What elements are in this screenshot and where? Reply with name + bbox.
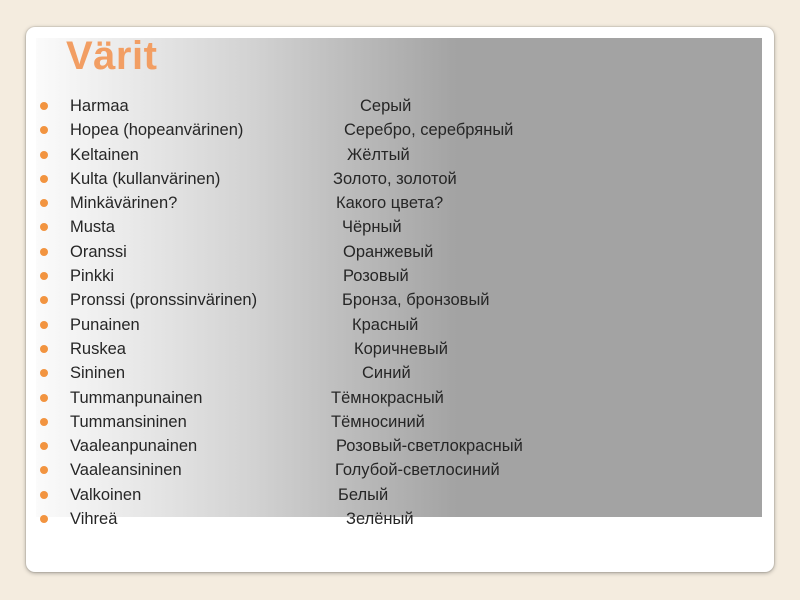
finnish-word: Minkävärinen?	[70, 194, 178, 213]
finnish-word: Oranssi	[70, 242, 127, 261]
finnish-word: Pronssi (pronssinvärinen)	[70, 291, 258, 310]
russian-word: Белый	[338, 485, 389, 504]
russian-word: Розовый-светлокрасный	[336, 437, 523, 456]
russian-word: Серебро, серебряный	[344, 121, 514, 140]
finnish-word: Vaaleansininen	[70, 461, 182, 480]
finnish-word: Harmaa	[70, 97, 129, 115]
russian-word: Чёрный	[342, 218, 402, 237]
russian-word: Золото, золотой	[333, 169, 457, 188]
finnish-word: Tummansininen	[70, 412, 187, 431]
russian-word: Оранжевый	[343, 242, 434, 261]
russian-word: Зелёный	[346, 510, 414, 529]
finnish-word: Hopea (hopeanvärinen)	[70, 121, 244, 140]
finnish-word: Sininen	[70, 364, 126, 383]
finnish-word: Musta	[70, 218, 115, 237]
finnish-word: Vihreä	[70, 510, 118, 529]
bullet-dot-icon	[40, 418, 48, 426]
finnish-word: Punainen	[70, 315, 140, 334]
russian-word: Тёмносиний	[331, 412, 425, 431]
russian-word: Тёмнокрасный	[331, 388, 444, 407]
bullet-dot-icon	[40, 248, 48, 256]
slide-title: Värit	[66, 34, 158, 78]
russian-word: Красный	[352, 315, 419, 334]
finnish-word: Ruskea	[70, 339, 126, 358]
finnish-word: Keltainen	[70, 145, 139, 164]
bullet-dot-icon	[40, 345, 48, 353]
finnish-word: Tummanpunainen	[70, 388, 203, 407]
russian-word: Розовый	[343, 267, 409, 286]
finnish-word: Vaaleanpunainen	[70, 437, 198, 456]
russian-word: Какого цвета?	[336, 194, 444, 213]
finnish-word: Valkoinen	[70, 485, 142, 504]
bullet-dot-icon	[40, 175, 48, 183]
russian-word: Коричневый	[354, 339, 448, 358]
bullet-dot-icon	[40, 491, 48, 499]
bullet-dot-icon	[40, 102, 48, 110]
bullet-dot-icon	[40, 321, 48, 329]
russian-word: Жёлтый	[347, 145, 410, 164]
bullet-dot-icon	[40, 394, 48, 402]
bullet-dot-icon	[40, 151, 48, 159]
russian-word: Синий	[362, 364, 411, 383]
finnish-word: Pinkki	[70, 267, 115, 286]
russian-word: Бронза, бронзовый	[342, 291, 490, 310]
bullet-dot-icon	[40, 515, 48, 523]
russian-word: Голубой-светлосиний	[335, 461, 500, 480]
russian-word: Серый	[360, 97, 412, 115]
finnish-word: Kulta (kullanvärinen)	[70, 169, 221, 188]
